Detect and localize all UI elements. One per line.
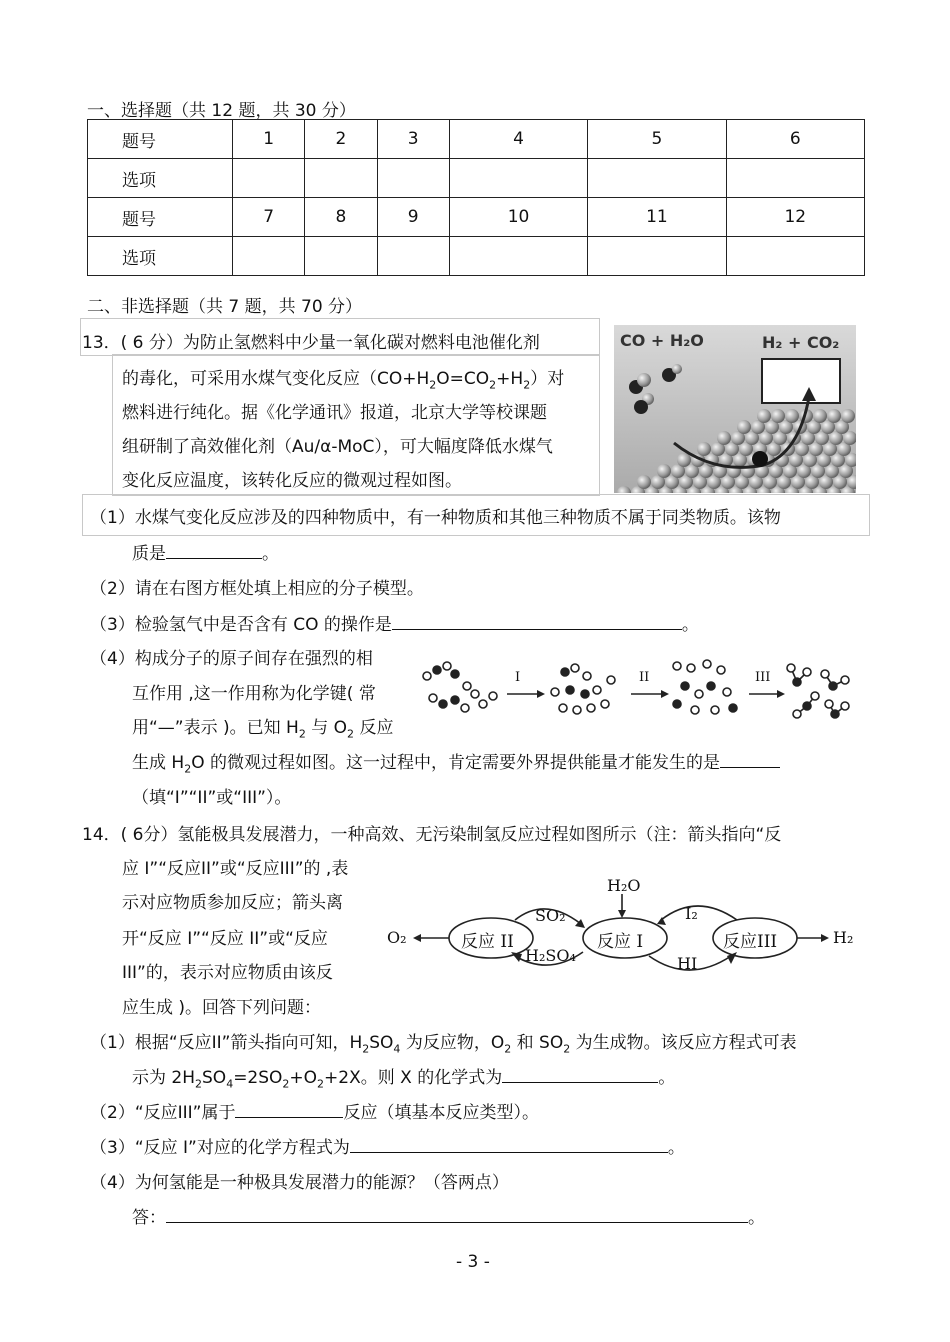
- row-label: 题号: [88, 120, 233, 159]
- answer-blank[interactable]: [502, 1064, 658, 1083]
- q13-part4-line4: 生成 $H_2O$ 的微观过程如图。这一过程中，肯定需要外界提供能量才能发生的是: [132, 748, 780, 775]
- h2so4-label: H₂SO₄: [525, 946, 576, 965]
- answer-cell[interactable]: [588, 237, 726, 276]
- catalyst-atom: [827, 409, 841, 423]
- question-number: 4: [449, 120, 587, 159]
- step-label: I: [515, 670, 521, 685]
- answer-cell[interactable]: [726, 159, 864, 198]
- h2-label: H₂: [833, 928, 854, 947]
- q14-answer: 答： 。: [132, 1203, 765, 1228]
- catalyst-atom: [771, 409, 785, 423]
- answer-cell[interactable]: [305, 159, 377, 198]
- answer-cell[interactable]: [588, 159, 726, 198]
- catalyst-figure: [614, 325, 856, 493]
- reaction-steps-figure: [415, 656, 857, 724]
- q14-part1-line1: （1）根据“反应II”箭头指向可知，$H_2SO_4$ 为反应物，$O_2$ 和 $SO_2$ 为生成物。该反应方程式可表: [90, 1033, 797, 1056]
- page-number: - 3 -: [456, 1252, 490, 1272]
- q14-line: 开“反应 I”“反应 II”或“反应: [122, 929, 328, 949]
- table-row: [88, 237, 865, 276]
- q14-line: 示对应物质参加反应；箭头离: [122, 893, 343, 913]
- q13-part2: （2）请在右图方框处填上相应的分子模型。: [90, 579, 424, 599]
- question-number: 11: [588, 198, 726, 237]
- h2o-label: H₂O: [607, 876, 641, 895]
- answer-blank[interactable]: [166, 540, 262, 559]
- reaction-2-label: 反应 II: [461, 932, 514, 952]
- q14-line: 应生成 )。回答下列问题：: [122, 998, 322, 1018]
- answer-cell[interactable]: [377, 159, 449, 198]
- reaction-1-label: 反应 I: [597, 932, 644, 952]
- q13-part3: （3）检验氢气中是否含有 CO 的操作是 。: [90, 610, 699, 635]
- catalyst-atom: [657, 464, 671, 478]
- answer-blank[interactable]: [720, 749, 780, 768]
- q14-line: 应 I”“反应II”或“反应III”的 ,表: [122, 859, 349, 879]
- step-label: II: [639, 670, 650, 685]
- q13-part1-answer: 质是 。: [132, 539, 279, 564]
- answer-cell[interactable]: [233, 237, 305, 276]
- answer-blank[interactable]: [235, 1099, 343, 1118]
- q13-line: 变化反应温度，该转化反应的微观过程如图。: [122, 471, 462, 491]
- answer-cell[interactable]: [233, 159, 305, 198]
- q13-line: 组研制了高效催化剂（Au/α-MoC），可大幅度降低水煤气: [122, 437, 553, 457]
- catalyst-atom: [785, 409, 799, 423]
- figure-label-right: H₂ + CO₂: [762, 333, 840, 352]
- step-label: III: [755, 670, 771, 685]
- q14-part2: （2）“反应III”属于 反应（填基本反应类型）。: [90, 1098, 539, 1123]
- question-number: 2: [305, 120, 377, 159]
- q13-part4-line1: （4）构成分子的原子间存在强烈的相: [90, 649, 373, 669]
- hi-label: HI: [677, 954, 698, 973]
- so2-label: SO₂: [535, 906, 566, 925]
- question-number: 12: [726, 198, 864, 237]
- question-number: 6: [726, 120, 864, 159]
- row-label: 选项: [88, 159, 233, 198]
- q13-part4-line5: （填“I”“II”或“III”）。: [132, 788, 292, 808]
- q13-head: 13．( 6 分）为防止氢燃料中少量一氧化碳对燃料电池催化剂: [82, 333, 540, 353]
- o2-label: O₂: [387, 928, 407, 947]
- q13-line: 燃料进行纯化。据《化学通讯》报道，北京大学等校课题: [122, 403, 547, 423]
- catalyst-atom: [813, 409, 827, 423]
- question-number: 8: [305, 198, 377, 237]
- row-label: 选项: [88, 237, 233, 276]
- question-number: 9: [377, 198, 449, 237]
- answer-cell[interactable]: [377, 237, 449, 276]
- section2-title: 二、非选择题（共 7 题，共 70 分）: [87, 297, 363, 317]
- q14-line: III”的，表示对应物质由该反: [122, 963, 333, 983]
- question-number: 3: [377, 120, 449, 159]
- q14-part3: （3）“反应 I”对应的化学方程式为 。: [90, 1133, 685, 1158]
- answer-cell[interactable]: [726, 237, 864, 276]
- figure-label-left: CO + H₂O: [620, 331, 704, 350]
- q13-part4-line2: 互作用 ,这一作用称为化学键( 常: [132, 684, 376, 704]
- answer-table: [87, 119, 865, 276]
- question-number: 5: [588, 120, 726, 159]
- catalyst-atom: [841, 409, 855, 423]
- q13-part4-line3: 用“—”表示 )。已知 $H_2$ 与 $O_2$ 反应: [132, 718, 394, 741]
- question-number: 1: [233, 120, 305, 159]
- answer-blank[interactable]: [166, 1204, 748, 1223]
- question-number: 10: [449, 198, 587, 237]
- catalyst-atom: [757, 409, 771, 423]
- answer-cell[interactable]: [449, 159, 587, 198]
- table-row: [88, 159, 865, 198]
- catalyst-atom: [637, 475, 651, 489]
- catalyst-atom: [697, 442, 711, 456]
- table-row: [88, 198, 865, 237]
- q13-line: 的毒化，可采用水煤气变化反应$(CO+H_2O=CO_2+H_2)$对: [122, 369, 565, 392]
- question-number: 7: [233, 198, 305, 237]
- table-row: [88, 120, 865, 159]
- answer-blank[interactable]: [392, 611, 682, 630]
- catalyst-atom: [717, 431, 731, 445]
- q14-part4: （4）为何氢能是一种极具发展潜力的能源？（答两点）: [90, 1173, 509, 1193]
- q13-part1: （1）水煤气变化反应涉及的四种物质中，有一种物质和其他三种物质不属于同类物质。该物: [90, 508, 781, 528]
- i2-label: I₂: [685, 904, 698, 923]
- answer-blank[interactable]: [350, 1134, 668, 1153]
- section1-title: 一、选择题（共 12 题，共 30 分）: [87, 101, 356, 121]
- hydrogen-cycle-diagram: [385, 872, 865, 982]
- q14-head: 14．( 6分）氢能极具发展潜力，一种高效、无污染制氢反应过程如图所示（注：箭头指向“反: [82, 825, 782, 845]
- row-label: 题号: [88, 198, 233, 237]
- catalyst-atom: [677, 453, 691, 467]
- answer-cell[interactable]: [305, 237, 377, 276]
- catalyst-atom: [737, 420, 751, 434]
- answer-cell[interactable]: [449, 237, 587, 276]
- q14-part1-line2: 示为 $2H_2SO_4=2SO_2+O_2+2X$。则 X 的化学式为 。: [132, 1063, 675, 1090]
- reaction-3-label: 反应III: [723, 932, 778, 952]
